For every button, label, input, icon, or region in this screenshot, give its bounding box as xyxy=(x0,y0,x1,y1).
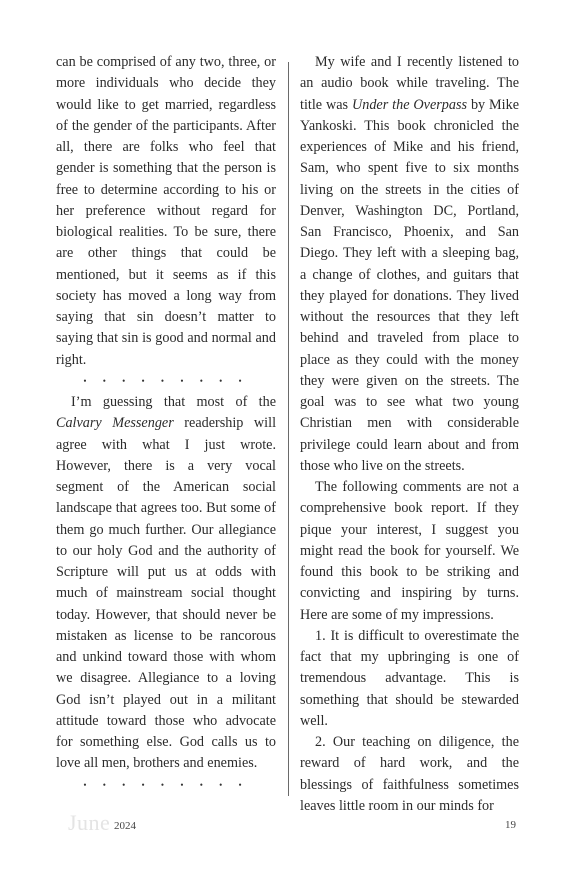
magazine-title: Calvary Messenger xyxy=(56,415,174,432)
paragraph: 2. Our teaching on diligence, the reward of hard work, and the blessings of faithfulness sometimes leaves little room in our minds for xyxy=(300,734,519,814)
section-separator: • • • • • • • • • xyxy=(83,779,249,790)
paragraph: The following comments are not a comprehensive book report. If they pique your interest, I suggest you might read the book for yourself. We found this book to be striking and convicting and inspiring by turns. Here are some of my impressions. xyxy=(300,479,519,623)
section-separator: • • • • • • • • • xyxy=(83,375,249,386)
right-column xyxy=(300,52,519,817)
paragraph xyxy=(56,392,276,775)
page-number: 19 xyxy=(505,819,516,831)
paragraph-text: I’m guessing that most of the xyxy=(71,394,276,410)
paragraph xyxy=(300,52,519,477)
paragraph-text: readership will agree with what I just wrote. However, there is a very vocal segment of the American social landscape that agrees too. But some of them go much further. Our allegiance to our holy God and the authority of Scripture will put us at odds with much of mainstream social thought today. However, that should never be mistaken as license to be rancorous and unkind toward those with whom we disagree. Allegiance to a loving God isn’t played out in a militant attitude toward those who advocate for something else. God calls us to love all men, brothers and enemies. xyxy=(56,415,277,772)
footer-year: 2024 xyxy=(114,820,136,832)
paragraph: 1. It is difficult to overestimate the fact that my upbringing is one of tremendous advantage. This is something that should be stewarded well. xyxy=(300,627,519,729)
paragraph-text: by Mike Yankoski. This book chronicled the experiences of Mike and his friend, Sam, who spent five to six months living on the streets in the cities of Denver, Washington DC, Portland, San Francisco, Phoenix, and San Diego. They left with a sleeping bag, a change of clothes, and guitars that they played for donations. They lived without the resources that they left behind and traveled from place to place as they could with the money they were given on the streets. The goal was to see what two young Christian men with considerable privilege could learn about and from those who live on the streets. xyxy=(300,96,519,474)
book-title: Under the Overpass xyxy=(351,96,468,113)
column-divider xyxy=(288,62,289,796)
left-column xyxy=(56,52,276,796)
paragraph: can be comprised of any two, three, or more individuals who decide they would like to get married, regardless of the gender of the participants. After all, there are folks who feel that gender is something that the person is free to determine according to his or her preference without regard for biological realities. To be sure, there are other things that could be mentioned, but it seems as if this society has moved a long way from saying that sin doesn’t matter to saying that sin is good and normal and right. xyxy=(56,54,276,368)
footer-month: June xyxy=(68,810,111,835)
paragraph-text: My wife and I recently listened to an audio book while traveling. The title was xyxy=(300,54,519,113)
